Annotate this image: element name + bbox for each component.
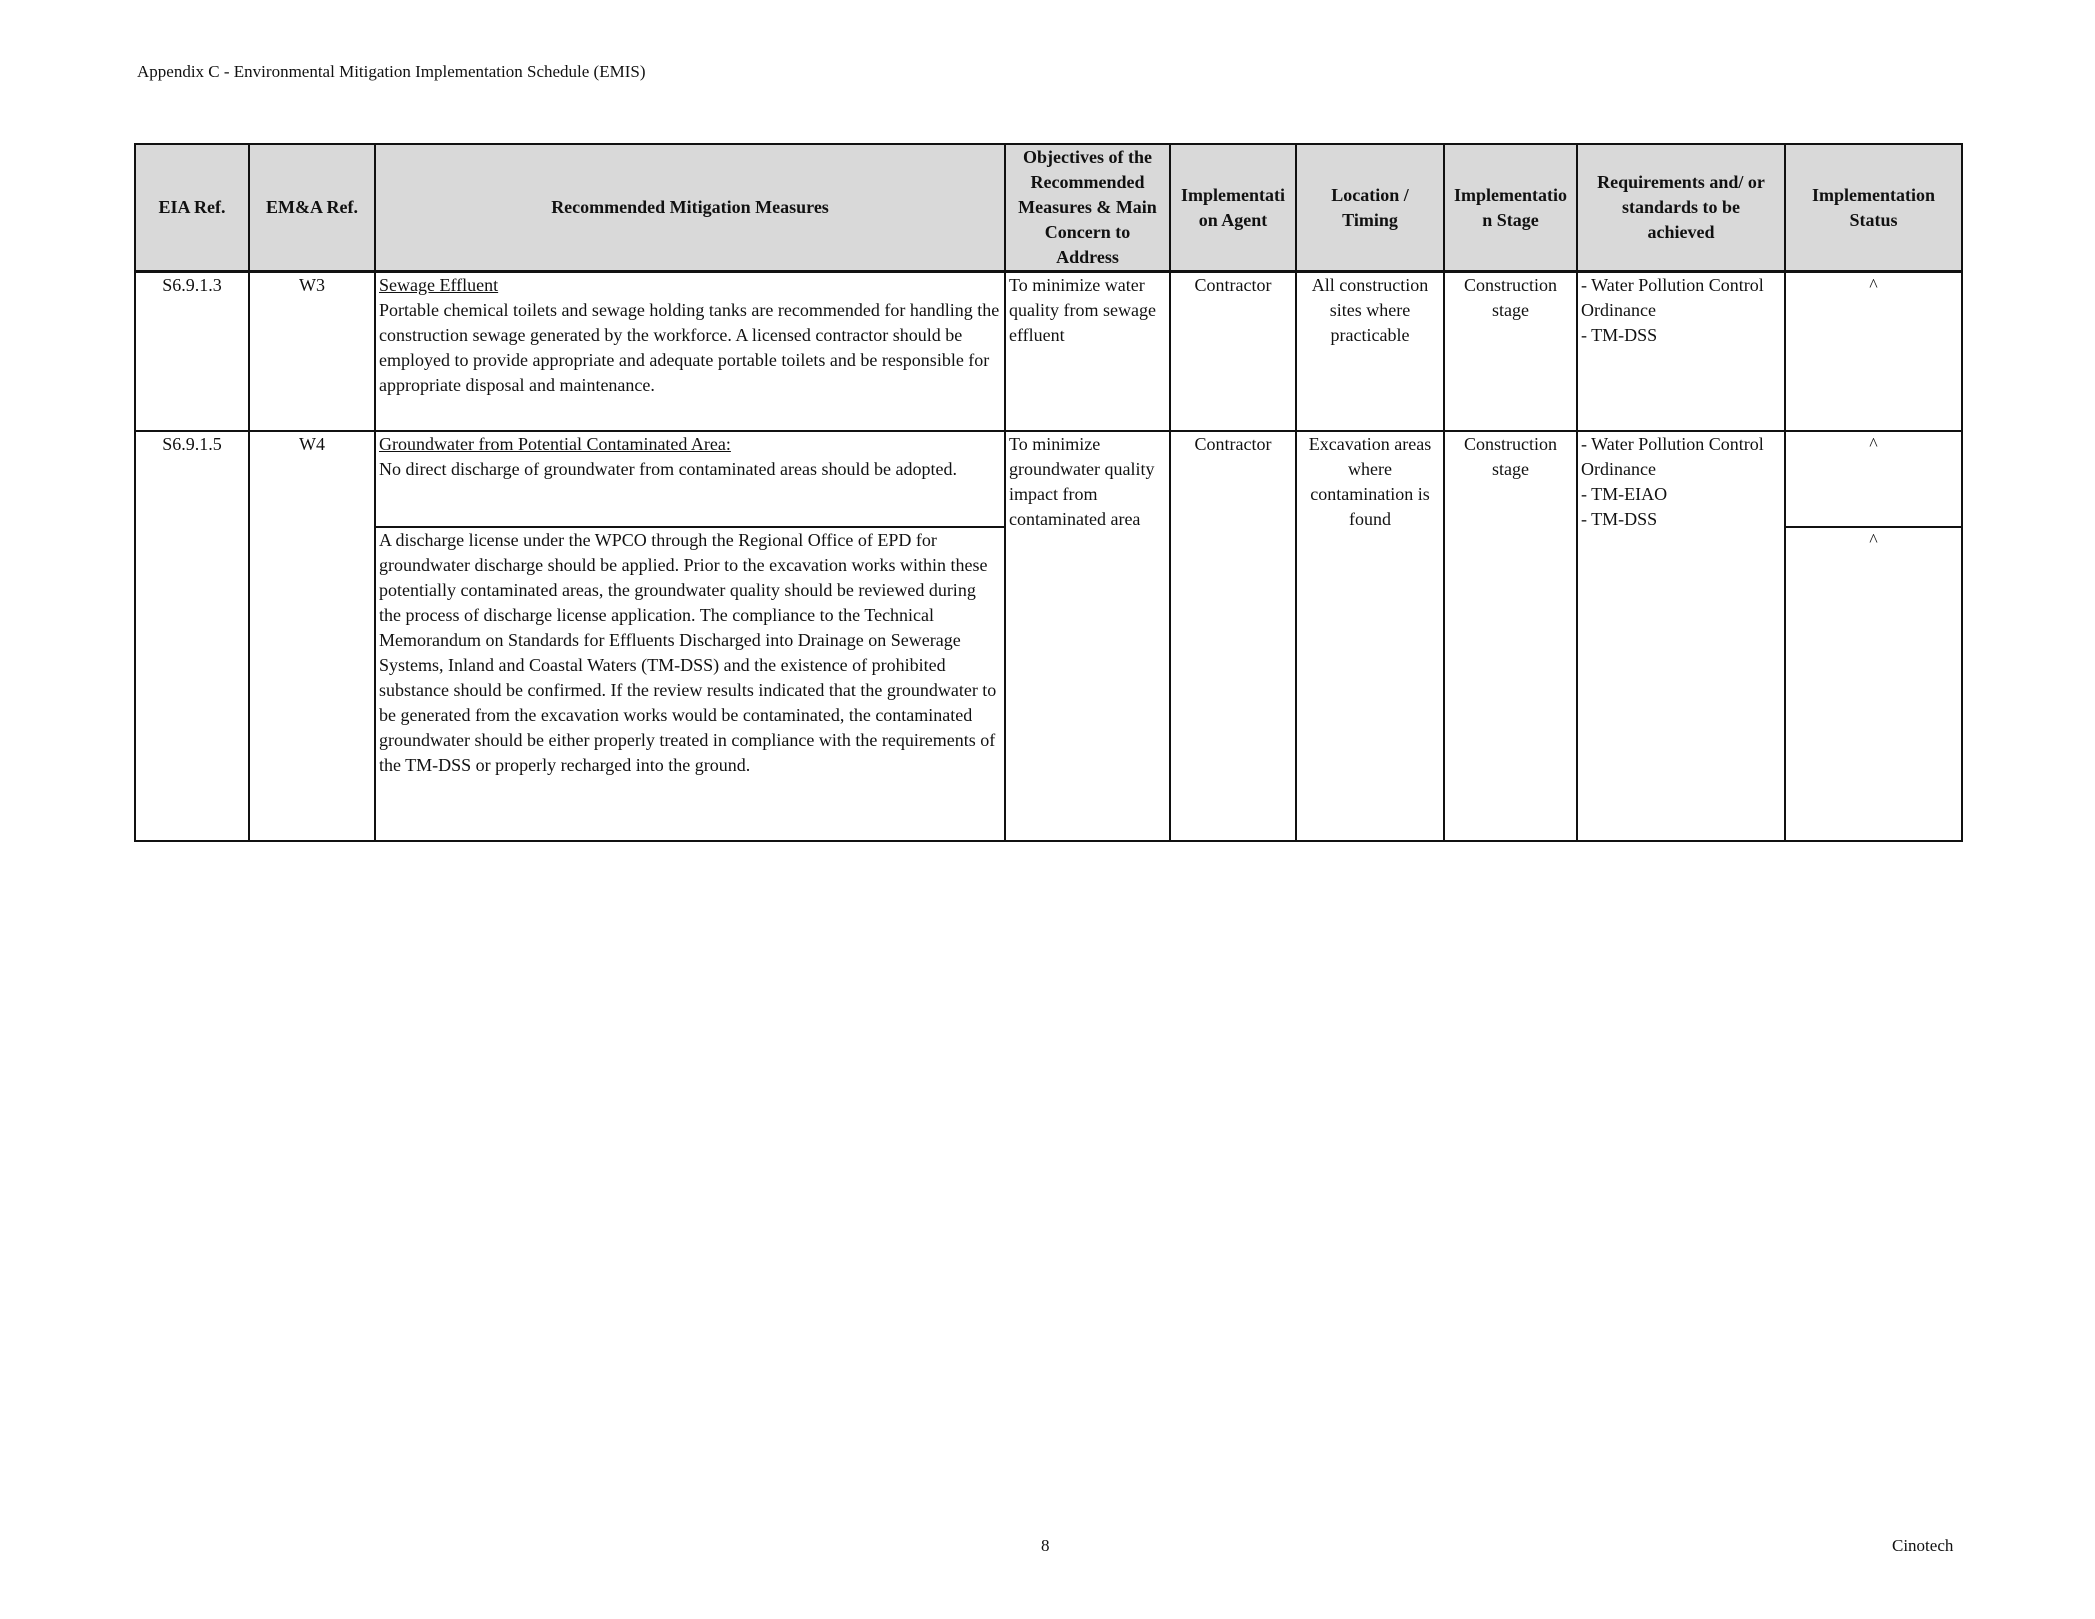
col-header-agent (1170, 144, 1296, 272)
agent-cell: Contractor (1170, 431, 1296, 841)
page-number: 8 (1041, 1536, 1050, 1555)
requirement-item: - TM-EIAO (1581, 484, 1668, 504)
requirement-item: - TM-DSS (1581, 509, 1658, 529)
col-header-objectives (1005, 144, 1170, 272)
col-header-status-line: Status (1849, 209, 1898, 230)
col-header-eia-ref: EIA Ref. (135, 144, 249, 272)
col-header-requirements-line: achieved (1647, 222, 1715, 242)
col-header-requirements-line: Requirements and/ or (1597, 172, 1765, 192)
status-cell: ^ (1785, 527, 1962, 841)
running-title: Appendix C - Environmental Mitigation Implementation Schedule (EMIS) (137, 62, 646, 81)
table-header-row (135, 144, 1962, 272)
status-cell: ^ (1785, 431, 1962, 527)
stage-cell: Construction stage (1444, 272, 1577, 432)
col-header-objectives-line: Measures & Main (1018, 197, 1157, 217)
col-header-status (1785, 144, 1962, 272)
table-row (135, 431, 1962, 527)
col-header-ema-ref: EM&A Ref. (249, 144, 375, 272)
measure-title: Groundwater from Potential Contaminated Area: (379, 434, 731, 454)
col-header-status-line: Implementation (1812, 184, 1935, 205)
status-cell: ^ (1785, 272, 1962, 432)
col-header-location-line: Timing (1342, 209, 1398, 230)
requirement-item: - Water Pollution Control Ordinance (1581, 434, 1764, 479)
col-header-measures: Recommended Mitigation Measures (375, 144, 1005, 272)
col-header-location (1296, 144, 1444, 272)
col-header-requirements (1577, 144, 1785, 272)
col-header-stage-line: n Stage (1482, 209, 1539, 230)
measure-text: No direct discharge of groundwater from contaminated areas should be adopted. (379, 459, 957, 479)
col-header-requirements-line: standards to be (1621, 197, 1741, 217)
col-header-agent-line: Implementati (1181, 184, 1285, 205)
col-header-objectives-line: Address (1056, 247, 1119, 267)
measure-text: Portable chemical toilets and sewage holding tanks are recommended for handling the construction sewage generated by the workforce. A licensed contractor should be employed to provide appropriate and adequate portable toilets and be responsible for appropriate disposal and maintenance. (379, 300, 1000, 395)
measures-cell (375, 272, 1005, 432)
eia-ref-cell: S6.9.1.3 (135, 272, 249, 432)
col-header-stage-line: Implementatio (1454, 184, 1567, 205)
ema-ref-cell: W3 (249, 272, 375, 432)
table-row (135, 272, 1962, 432)
objective-cell: To minimize groundwater quality impact from contaminated area (1005, 431, 1170, 841)
col-header-stage (1444, 144, 1577, 272)
requirement-item: - TM-DSS (1581, 325, 1658, 345)
objective-cell: To minimize water quality from sewage effluent (1005, 272, 1170, 432)
location-cell: All construction sites where practicable (1296, 272, 1444, 432)
col-header-objectives-line: Concern to (1044, 222, 1131, 242)
eia-ref-cell: S6.9.1.5 (135, 431, 249, 841)
requirements-cell (1577, 272, 1785, 432)
measures-cell (375, 431, 1005, 527)
requirement-item: - Water Pollution Control Ordinance (1581, 275, 1764, 320)
emis-table (134, 143, 1963, 842)
requirements-cell (1577, 431, 1785, 841)
measures-cell: A discharge license under the WPCO through the Regional Office of EPD for groundwater discharge should be applied. Prior to the excavation works within these potentially contaminated areas, the groundwater quality should be reviewed during the process of discharge license application. The compliance to the Technical Memorandum on Standards for Effluents Discharged into Drainage on Sewerage Systems, Inland and Coastal Waters (TM-DSS) and the existence of prohibited substance should be confirmed. If the review results indicated that the groundwater to be generated from the excavation works would be contaminated, the contaminated groundwater should be either properly treated in compliance with the requirements of the TM-DSS or properly recharged into the ground. (375, 527, 1005, 841)
stage-cell: Construction stage (1444, 431, 1577, 841)
col-header-objectives-line: Recommended (1030, 172, 1145, 192)
col-header-agent-line: on Agent (1198, 209, 1268, 230)
col-header-objectives-line: Objectives of the (1023, 147, 1152, 167)
agent-cell: Contractor (1170, 272, 1296, 432)
company-name: Cinotech (1892, 1536, 1954, 1555)
measure-title: Sewage Effluent (379, 275, 499, 295)
location-cell: Excavation areas where contamination is found (1296, 431, 1444, 841)
ema-ref-cell: W4 (249, 431, 375, 841)
col-header-location-line: Location / (1331, 184, 1409, 205)
